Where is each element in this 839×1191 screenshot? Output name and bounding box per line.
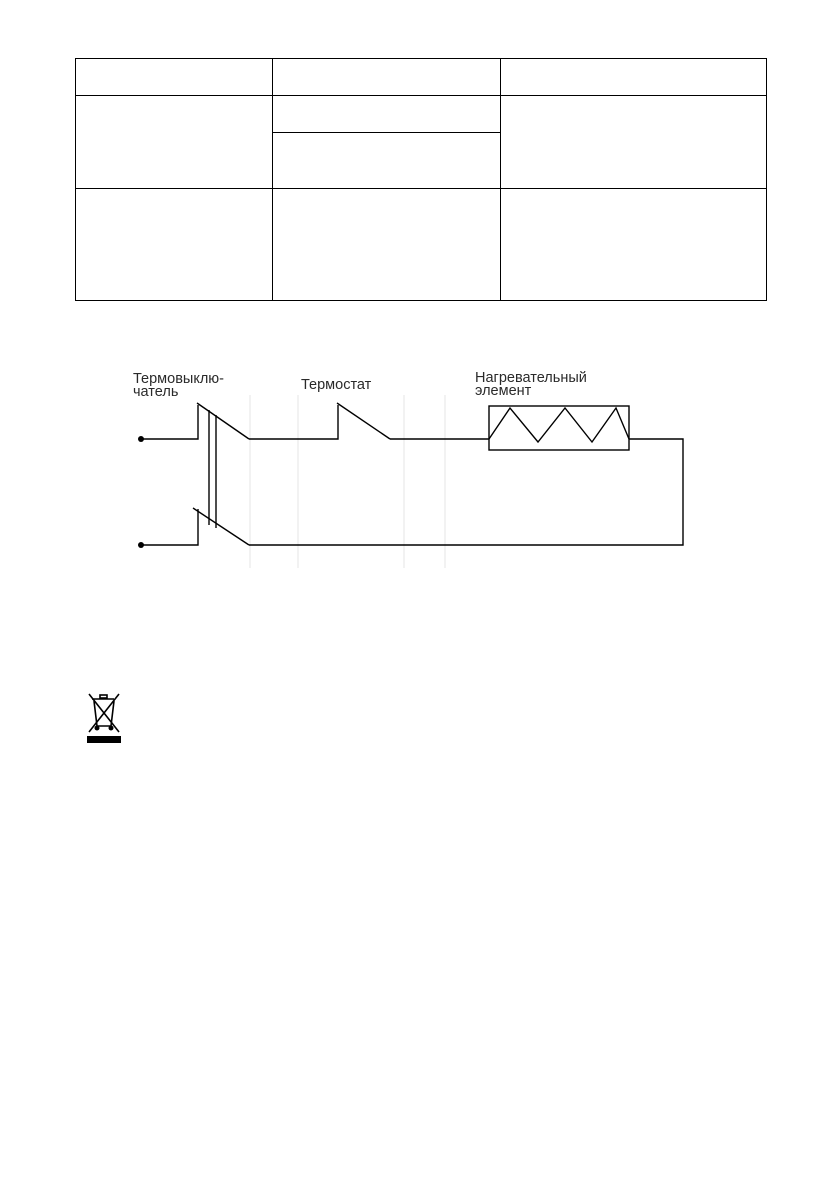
table-cell bbox=[76, 59, 273, 96]
heater-element-box bbox=[489, 406, 629, 450]
table-cell bbox=[501, 59, 767, 96]
table-cell bbox=[501, 189, 767, 301]
table-row bbox=[76, 59, 767, 96]
table-cell bbox=[76, 189, 273, 301]
table-row bbox=[76, 189, 767, 301]
table-cell bbox=[273, 189, 501, 301]
wire-return bbox=[249, 439, 683, 545]
thermal-switch-blade-top bbox=[197, 403, 249, 439]
table-cell bbox=[273, 133, 501, 189]
table-cell bbox=[501, 96, 767, 189]
thermostat-label: Термостат bbox=[301, 377, 372, 393]
table-cell bbox=[76, 96, 273, 189]
guide-lines bbox=[250, 395, 445, 568]
crossed-out-wheelie-bin-icon bbox=[84, 690, 124, 744]
table-cell bbox=[273, 59, 501, 96]
terminal-bottom bbox=[138, 542, 144, 548]
thermal-switch-label-line2: чатель bbox=[133, 384, 179, 400]
table-row bbox=[76, 96, 767, 133]
spec-table bbox=[75, 58, 767, 301]
heater-label-line2: элемент bbox=[475, 383, 532, 399]
wire-to-thermostat bbox=[249, 405, 338, 439]
terminal-top bbox=[138, 436, 144, 442]
thermal-switch-blade-bottom bbox=[193, 508, 249, 545]
wire-top-left bbox=[141, 405, 198, 439]
circuit-diagram bbox=[0, 360, 839, 575]
thermal-switch-label-line1: Термовыклю- bbox=[133, 371, 225, 387]
heater-coil bbox=[489, 408, 629, 442]
table-cell bbox=[273, 96, 501, 133]
heater-label-line1: Нагревательный bbox=[475, 370, 587, 386]
thermostat-blade bbox=[337, 403, 390, 439]
wire-bottom-left bbox=[141, 509, 198, 545]
